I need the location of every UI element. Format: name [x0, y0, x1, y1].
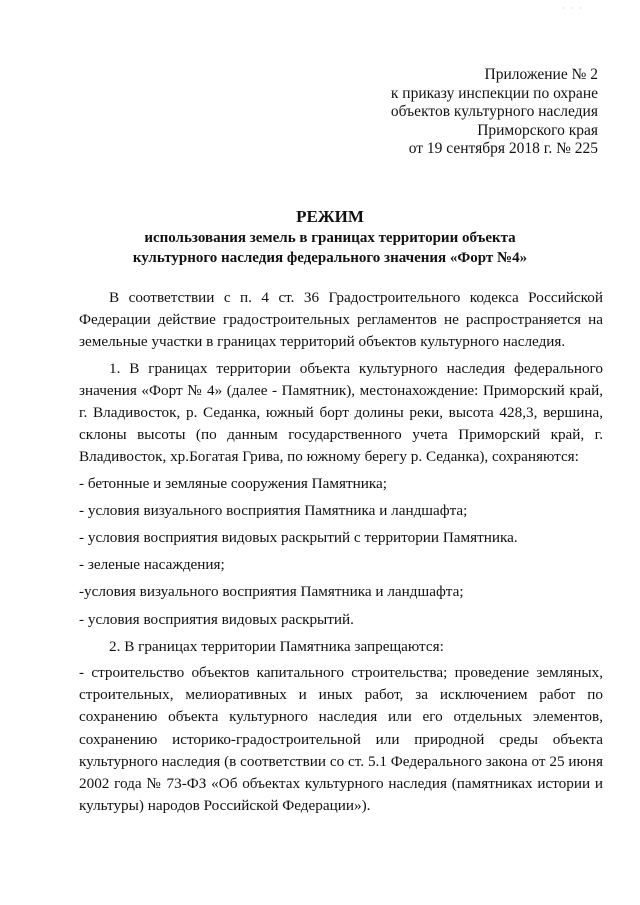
list-item: - зеленые насаждения; [79, 556, 225, 574]
intro-paragraph: В соответствии с п. 4 ст. 36 Градостроительного кодекса Российской Федерации действие градостроительных регламентов не распространяется на земельные участки в границах территорий объектов культурного наследия. [79, 289, 603, 351]
prohibited-paragraph: - строительство объектов капитального строительства; проведение земляных, строительных, мелиоративных и иных работ, за исключением работ по сохранению объекта культурного наследия или его отдельных элементов, сохранению историко-градостроительной или природной среды объекта культурного наследия (в соответствии со ст. 5.1 Федерального закона от 25 июня 2002 года № 73-ФЗ «Об объектах культурного наследия (памятниках истории и культуры) народов Российской Федерации»). [79, 664, 603, 815]
appendix-header [278, 66, 598, 159]
appendix-order-ref-cont: объектов культурного наследия [390, 103, 598, 120]
section-1-paragraph: 1. В границах территории объекта культурного наследия федерального значения «Форт № 4» (далее - Памятник), местонахождение: Приморский край, г. Владивосток, р. Седанка, южный борт долины реки, высота 428,3, вершина, склоны высоты (по данным государственного учета Приморский край, г. Владивосток, хр.Богатая Грива, по южному берегу р. Седанка), сохраняются: [79, 359, 603, 466]
document-body [79, 287, 603, 821]
appendix-region: Приморского края [477, 121, 598, 139]
list-item: - бетонные и земляные сооружения Памятника; [79, 474, 387, 492]
appendix-number: Приложение № 2 [484, 66, 598, 83]
title-main: РЕЖИМ [296, 207, 364, 226]
list-item: - условия визуального восприятия Памятника и ландшафта; [79, 501, 468, 519]
scan-corner-mark: · · · [562, 4, 584, 13]
appendix-date: от 19 сентября 2018 г. № 225 [408, 140, 598, 157]
title-line-1: использования земель в границах территории объекта [144, 230, 516, 246]
list-item: - условия восприятия видовых раскрытий с территории Памятника. [79, 529, 518, 547]
list-item: -условия визуального восприятия Памятника и ландшафта; [79, 583, 464, 601]
title-line-2: культурного наследия федерального значения «Форт №4» [132, 249, 528, 266]
preserved-items-list [79, 473, 603, 631]
document-title [60, 206, 600, 268]
section-2-paragraph: 2. В границах территории Памятника запрещаются: [109, 637, 444, 655]
appendix-order-ref: к приказу инспекции по охране [390, 84, 598, 102]
list-item: - условия восприятия видовых раскрытий. [79, 610, 354, 628]
